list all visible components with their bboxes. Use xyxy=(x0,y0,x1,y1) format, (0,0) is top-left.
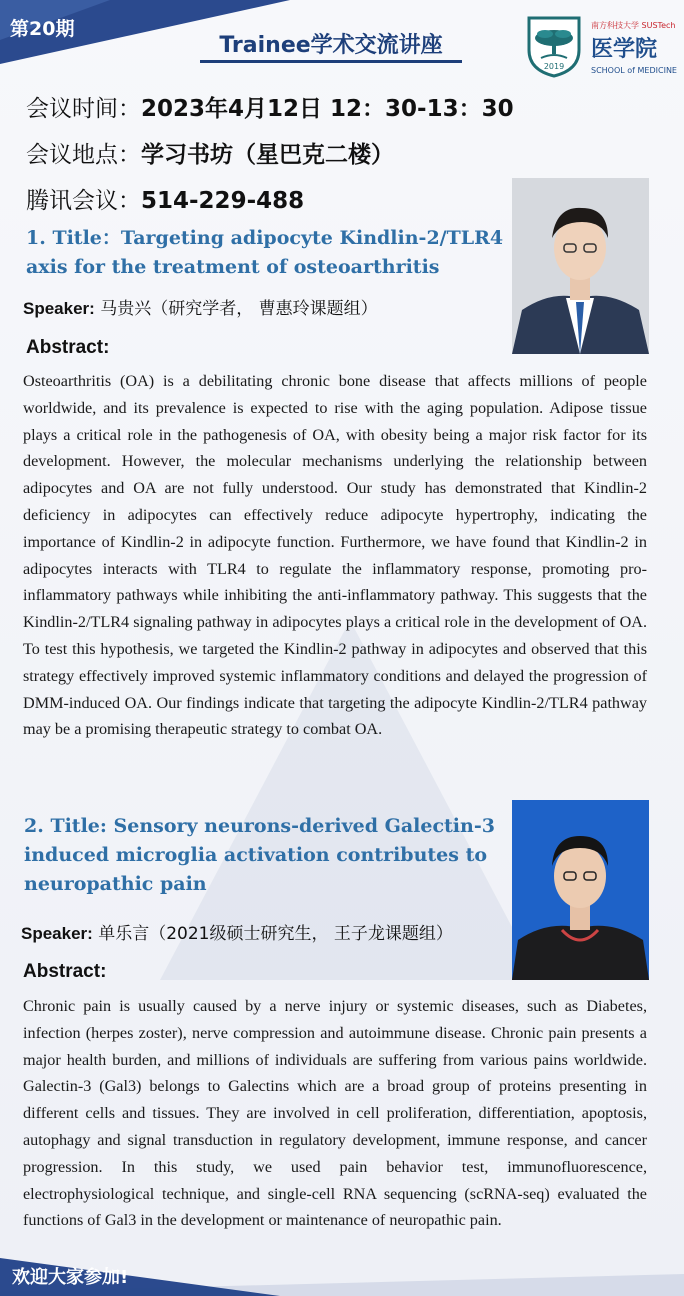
meeting-time-label: 会议时间： xyxy=(26,96,141,122)
tencent-meeting xyxy=(26,182,304,215)
speaker-2-photo xyxy=(512,800,649,980)
meeting-time xyxy=(26,90,514,123)
speaker-1-photo xyxy=(512,178,649,354)
logo-school-small: 南方科技大学 SUSTech xyxy=(591,21,676,30)
meeting-place xyxy=(26,136,394,169)
speaker-label: Speaker: xyxy=(23,299,95,318)
page-title: Trainee学术交流讲座 xyxy=(219,33,443,58)
school-logo xyxy=(525,14,679,80)
logo-school-sub: SCHOOL of MEDICINE xyxy=(591,66,677,75)
talk-1-abstract-heading: Abstract: xyxy=(26,337,110,358)
talk-1-title xyxy=(26,224,503,282)
issue-number: 第20期 xyxy=(10,18,75,40)
talk-2-title-line: induced microglia activation contributes to xyxy=(24,844,488,866)
talk-1-title-line: axis for the treatment of osteoarthritis xyxy=(26,256,440,278)
logo-year: 2019 xyxy=(543,62,565,71)
speaker-label: Speaker: xyxy=(21,924,93,943)
meeting-time-value: 2023年4月12日 12：30-13：30 xyxy=(141,96,514,122)
title-underline xyxy=(200,60,462,63)
talk-2-speaker-name: 单乐言（2021级硕士研究生， 王子龙课题组） xyxy=(92,924,453,944)
tencent-meeting-label: 腾讯会议： xyxy=(26,188,141,214)
talk-2-speaker xyxy=(21,919,453,944)
talk-2-title xyxy=(24,812,495,899)
talk-2-title-line: 2. Title: Sensory neurons-derived Galectin-3 xyxy=(24,815,495,837)
talk-1-speaker-name: 马贵兴（研究学者， 曹惠玲课题组） xyxy=(94,299,378,319)
talk-1-abstract: Osteoarthritis (OA) is a debilitating chronic bone disease that affects millions of people worldwide, and its prevalence is expected to rise with the aging population. Adipose tissue plays a critical role in the pathogenesis of OA, with obesity being a major risk factor for its development. However, the molecular mechanisms underlying the relationship between adipocytes and OA are not fully understood. Our study has demonstrated that Kindlin-2 deficiency in adipocytes can effectively reduce adipocyte hypertrophy, indicating the importance of Kindlin-2 in adipocyte function. Furthermore, we have found that Kindlin-2 in adipocytes interacts with TLR4 to regulate the inflammatory response, promoting pro-inflammatory pathways while inhibiting the anti-inflammatory pathway. This suggests that the Kindlin-2/TLR4 signaling pathway in adipocytes plays a critical role in the development of OA. To test this hypothesis, we targeted the Kindlin-2 pathway in adipocytes and observed that this strategy effectively improved systemic inflammatory conditions and delayed the progression of DMM-induced OA. Our findings indicate that targeting the adipocyte Kindlin-2/TLR4 pathway may be a promising therapeutic strategy to combat OA. xyxy=(23,372,647,739)
talk-1-speaker xyxy=(23,294,378,319)
meeting-place-value: 学习书坊（星巴克二楼） xyxy=(141,142,394,168)
tree-seal-icon xyxy=(525,14,583,78)
talk-2-abstract-heading: Abstract: xyxy=(23,961,107,982)
talk-2-abstract: Chronic pain is usually caused by a nerve injury or systemic diseases, such as Diabetes, infection (herpes zoster), nerve compression and autoimmune disease. Chronic pain presents a major health burden, and millions of individuals are suffering from various pains worldwide. Galectin-3 (Gal3) belongs to Galectins which are a broad group of proteins presenting in different cells and tissues. They are involved in cell proliferation, differentiation, apoptosis, autophagy and signal transduction in regulatory development, immune response, and cancer progression. In this study, we used pain behavior test, immunofluorescence, electrophysiological technique, and single-cell RNA sequencing (scRNA-seq) evaluated the functions of Gal3 in the development or maintenance of neuropathic pain. xyxy=(23,997,647,1230)
welcome-text: 欢迎大家参加! xyxy=(12,1267,129,1288)
tencent-meeting-id: 514-229-488 xyxy=(141,188,305,214)
logo-school-name: 医学院 xyxy=(591,36,658,62)
talk-2-title-line: neuropathic pain xyxy=(24,873,207,895)
talk-1-title-line: 1. Title：Targeting adipocyte Kindlin-2/TLR4 xyxy=(26,227,504,249)
meeting-place-label: 会议地点： xyxy=(26,142,141,168)
